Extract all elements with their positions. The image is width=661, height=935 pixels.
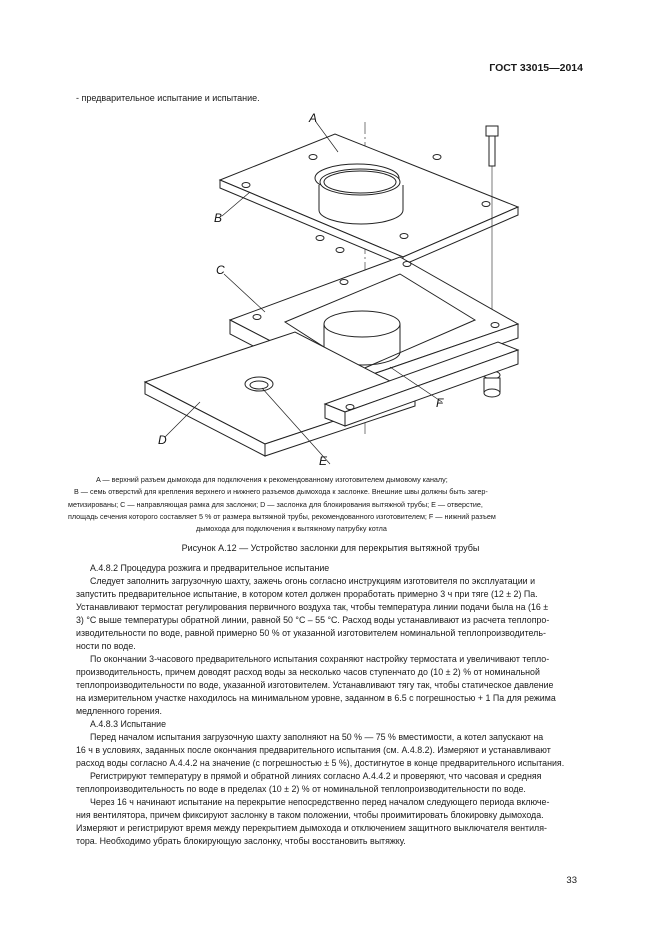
legend-line: площадь сечения которого составляет 5 % от размера вытяжной трубы, рекомендованного изготовителем; F — нижний разъем	[68, 511, 496, 521]
paragraph-line: Устанавливают термостат регулирования первичного воздуха так, чтобы температура линии подачи была на (16 ±	[76, 602, 549, 612]
paragraph-line: теплопроизводительность по воде в пределах (10 ± 2) % от номинальной теплопроизводительности по воде.	[76, 784, 526, 794]
label-a: A	[309, 112, 318, 125]
figure-caption: Рисунок А.12 — Устройство заслонки для перекрытия вытяжной трубы	[181, 543, 480, 553]
label-c: C	[216, 263, 225, 277]
paragraph-line: медленного горения.	[76, 706, 162, 716]
paragraph-line: расход воды согласно А.4.4.2 на значение (с погрешностью ± 5 %), достигнутое в конце предварительного испытания.	[76, 758, 565, 768]
paragraph-line: 16 ч в условиях, заданных после окончания предварительного испытания (см. А.4.8.2). Измеряют и устанавливают	[76, 745, 551, 755]
paragraph-line: ния вентилятора, причем фиксируют заслонку в таком положении, чтобы проимитировать блокировку дымохода.	[76, 810, 544, 820]
paragraph-line: По окончании 3-часового предварительного испытания сохраняют настройку термостата и увеличивают тепло-	[90, 654, 550, 664]
top-flange	[220, 134, 518, 265]
label-f: F	[436, 396, 444, 410]
legend-line: метизированы; C — направляющая рамка для заслонки; D — заслонка для блокирования вытяжной трубы; E — отверстие,	[68, 499, 483, 509]
paragraph-line: ности по воде.	[76, 641, 136, 651]
label-d: D	[158, 433, 167, 447]
paragraph-line: на измерительном участке находилось на минимальном уровне, заданном в 6.5 с погрешностью + 1 Па для режима	[76, 693, 556, 703]
paragraph-line: Перед началом испытания загрузочную шахту заполняют на 50 % — 75 % вместимости, а котел запускают на	[90, 732, 544, 742]
document-header: ГОСТ 33015—2014	[489, 62, 583, 74]
legend-line: B — семь отверстий для крепления верхнего и нижнего разъемов дымохода к заслонке. Внешние швы должны быть загер-	[74, 487, 488, 497]
legend-line: A — верхний разъем дымохода для подключения к рекомендованному изготовителем дымовому каналу;	[96, 475, 448, 484]
paragraph-line: 3) °С выше температуры обратной линии, равной 50 °С – 55 °С. Расход воды устанавливают из расчета теплопро-	[76, 615, 550, 625]
section-a482	[76, 562, 584, 848]
page-number: 33	[566, 875, 577, 886]
intro-line: - предварительное испытание и испытание.	[76, 93, 260, 103]
paragraph-line: изводительности по воде, равной примерно 50 % от указанной изготовителем номинальной теплопроизводитель-	[76, 628, 546, 638]
paragraph-line: Через 16 ч начинают испытание на перекрытие непосредственно перед началом следующего периода включе-	[90, 797, 550, 807]
label-e: E	[319, 454, 328, 468]
figure-legend	[68, 474, 588, 535]
paragraph-line: тора. Необходимо убрать блокирующую заслонку, чтобы восстановить вытяжку.	[76, 836, 406, 846]
paragraph-line: Измеряют и регистрируют время между перекрытием дымохода и отключением защитного выключателя вентиля-	[76, 823, 547, 833]
damper-figure	[120, 112, 540, 472]
paragraph-line: теплопроизводительности по воде, указанной изготовителем. Устанавливают тягу так, чтобы статическое давление	[76, 680, 554, 690]
paragraph-line: запустить предварительное испытание, в котором котел должен проработать примерно 3 ч при тяге (12 ± 2) Па.	[76, 589, 538, 599]
section-heading: А.4.8.3 Испытание	[90, 719, 167, 729]
paragraph-line: Следует заполнить загрузочную шахту, зажечь огонь согласно инструкциям изготовителя по эксплуатации и	[90, 576, 536, 586]
paragraph-line: Регистрируют температуру в прямой и обратной линиях согласно А.4.4.2 и проверяют, что часовая и средняя	[90, 771, 542, 781]
legend-line: дымохода для подключения к вытяжному патрубку котла	[196, 524, 387, 534]
section-heading: А.4.8.2 Процедура розжига и предварительное испытание	[90, 563, 330, 573]
paragraph-line: производительность, причем доводят расход воды за несколько часов ступенчато до (10 ± 2) % от номинальной	[76, 667, 540, 677]
label-b: B	[214, 211, 223, 225]
